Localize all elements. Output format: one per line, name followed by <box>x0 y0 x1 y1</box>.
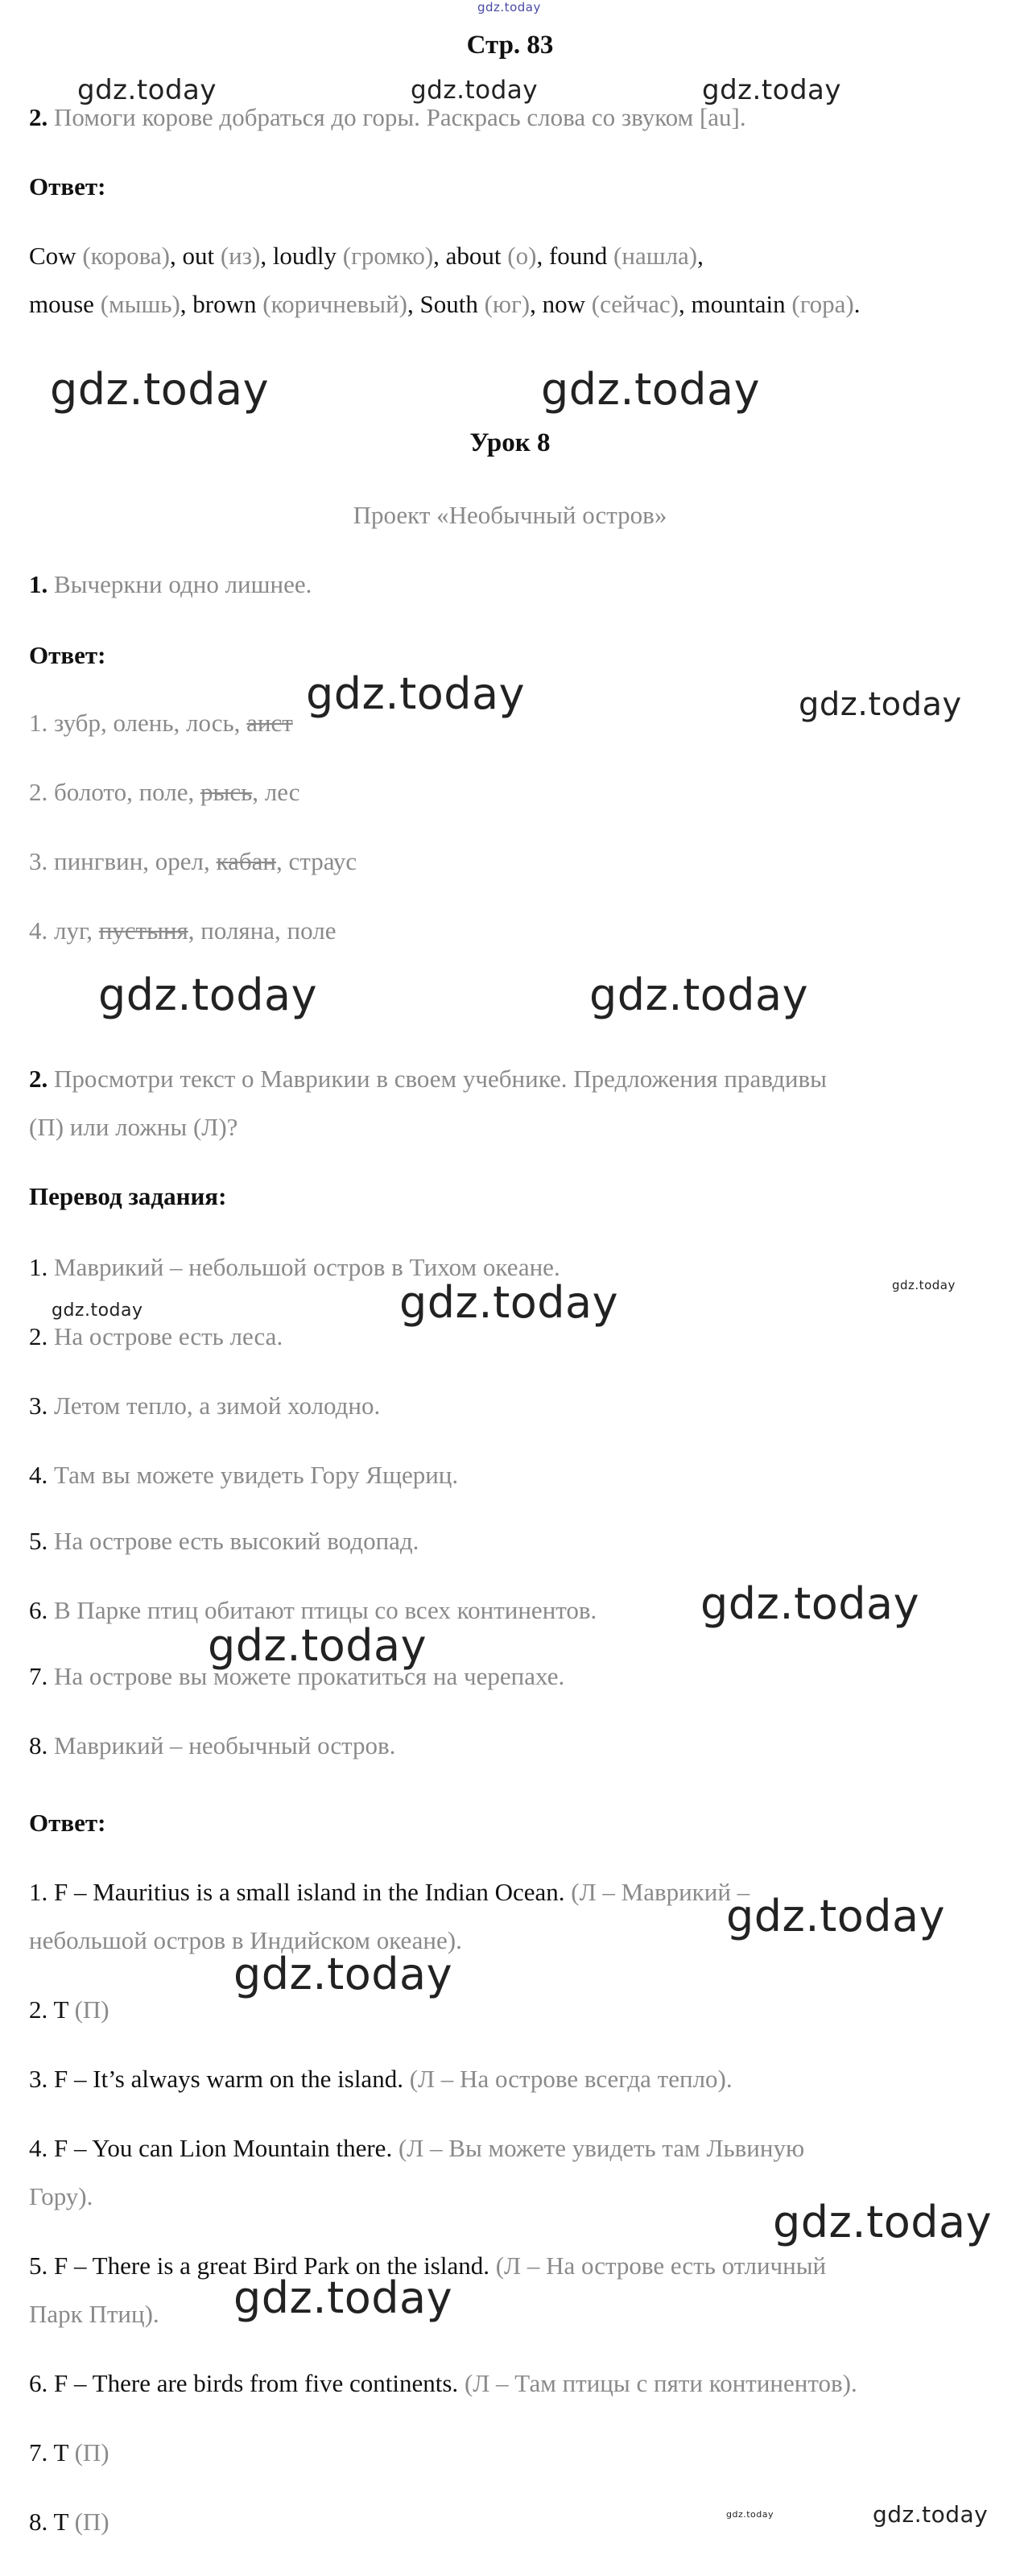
watermark: gdz.today <box>873 2501 989 2528</box>
item-text: Маврикий – необычный остров. <box>54 1731 396 1759</box>
answer-english: T <box>53 1995 68 2024</box>
russian-translation: (из) <box>220 242 261 270</box>
watermark: gdz.today <box>892 1278 956 1292</box>
project-title: Проект «Необычный остров» <box>353 501 667 529</box>
word-pair <box>419 290 535 318</box>
translation-item <box>29 1461 458 1490</box>
answer-number: 4. <box>29 2134 54 2162</box>
item-text: Летом тепло, а зимой холодно. <box>54 1391 381 1420</box>
word-pair <box>543 290 685 318</box>
watermark: gdz.today <box>702 74 841 106</box>
watermark: gdz.today <box>50 364 270 415</box>
russian-translation: (коричневый) <box>262 290 407 318</box>
line-number: 3. <box>29 847 54 875</box>
struck-word: пустыня <box>98 916 188 945</box>
line-number: 4. <box>29 916 54 945</box>
translation-label: Перевод задания: <box>29 1182 227 1210</box>
task-2-line-2: (П) или ложны (Л)? <box>29 1113 238 1141</box>
english-word: mountain <box>691 290 786 318</box>
line-after: , лес <box>252 778 300 806</box>
item-text: На острове есть высокий водопад. <box>54 1527 419 1555</box>
lesson-title: Урок 8 <box>469 428 551 457</box>
watermark: gdz.today <box>773 2197 993 2247</box>
separator: , <box>536 242 543 270</box>
task-number: 1. <box>29 570 48 598</box>
answer-russian: (П) <box>74 1995 109 2024</box>
line-number: 2. <box>29 778 54 806</box>
watermark: gdz.today <box>399 1277 619 1328</box>
word-pair <box>692 290 861 318</box>
russian-translation: (мышь) <box>100 290 180 318</box>
answer-number: 6. <box>29 2369 54 2397</box>
russian-translation: (нашла) <box>613 242 698 270</box>
item-text: На острове есть леса. <box>54 1322 283 1350</box>
answer-russian: (Л – На острове всегда тепло). <box>409 2065 733 2093</box>
russian-translation: (громко) <box>342 242 434 270</box>
answer-russian: (П) <box>74 2438 109 2466</box>
watermark: gdz.today <box>799 686 962 723</box>
answer-russian: (Л – Вы можете увидеть там Львиную <box>398 2134 805 2162</box>
answer-label: Ответ: <box>29 641 106 669</box>
odd-word-line <box>29 847 357 876</box>
separator: , <box>679 290 685 318</box>
watermark: gdz.today <box>306 668 526 719</box>
watermark: gdz.today <box>541 364 761 415</box>
watermark: gdz.today <box>700 1578 920 1629</box>
odd-word-line <box>29 709 293 738</box>
struck-word: аист <box>246 709 293 737</box>
separator: , <box>169 242 176 270</box>
english-word: now <box>542 290 586 318</box>
struck-word: рысь <box>200 778 253 806</box>
answer-english: F – Mauritius is a small island in the Indian Ocean. <box>54 1878 565 1906</box>
task-number: 2. <box>29 1065 48 1093</box>
answer-item <box>29 2438 109 2467</box>
translation-item <box>29 1731 395 1760</box>
russian-translation: (корова) <box>82 242 170 270</box>
english-word: about <box>445 242 502 270</box>
answer-russian: (Л – Маврикий – <box>571 1878 750 1906</box>
word-pair <box>446 242 543 270</box>
answer-label: Ответ: <box>29 1809 106 1837</box>
russian-translation: (о) <box>507 242 537 270</box>
russian-translation: (сейчас) <box>591 290 679 318</box>
answer-english: F – There is a great Bird Park on the island. <box>54 2251 489 2280</box>
answer-russian-cont: Парк Птиц). <box>29 2300 159 2328</box>
english-word: loudly <box>272 242 337 270</box>
answer-russian-cont: Гору). <box>29 2182 93 2210</box>
task-2-top <box>29 103 746 132</box>
task-number: 2. <box>29 103 48 131</box>
task-text: Помоги корове добраться до горы. Раскрась слова со звуком [au]. <box>54 103 746 131</box>
line-after: , поляна, поле <box>188 916 337 945</box>
answer-item <box>29 2134 804 2163</box>
cow-words-line-2 <box>29 290 860 319</box>
answer-item <box>29 2369 857 2398</box>
line-before: луг, <box>54 916 99 945</box>
watermark: gdz.today <box>233 1949 453 1999</box>
item-text: В Парке птиц обитают птицы со всех континентов. <box>54 1596 597 1624</box>
translation-item <box>29 1391 380 1420</box>
answer-number: 7. <box>29 2438 54 2466</box>
english-word: South <box>419 290 478 318</box>
answer-english: T <box>53 2438 68 2466</box>
separator: . <box>853 290 861 318</box>
line-before: болото, поле, <box>54 778 200 806</box>
item-text: Там вы можете увидеть Гору Ящериц. <box>54 1461 459 1489</box>
english-word: found <box>548 242 608 270</box>
english-word: mouse <box>29 290 94 318</box>
task-text: Просмотри текст о Маврикии в своем учебнике. Предложения правдивы <box>54 1065 827 1093</box>
watermark: gdz.today <box>208 1620 427 1671</box>
english-word: Cow <box>29 242 76 270</box>
watermark: gdz.today <box>726 1891 946 1941</box>
word-pair <box>182 242 266 270</box>
item-number: 7. <box>29 1662 54 1690</box>
item-number: 6. <box>29 1596 54 1624</box>
item-number: 2. <box>29 1322 54 1350</box>
line-before: зубр, олень, лось, <box>54 709 247 737</box>
watermark: gdz.today <box>52 1300 143 1321</box>
answer-number: 1. <box>29 1878 54 1906</box>
item-text: Маврикий – небольшой остров в Тихом океане. <box>54 1253 560 1281</box>
word-pair <box>549 242 704 270</box>
answer-label: Ответ: <box>29 172 106 201</box>
item-number: 4. <box>29 1461 54 1489</box>
english-word: out <box>182 242 215 270</box>
separator: , <box>260 242 267 270</box>
answer-number: 2. <box>29 1995 54 2024</box>
answer-russian: (П) <box>74 2508 109 2536</box>
watermark: gdz.today <box>77 74 217 106</box>
russian-translation: (гора) <box>791 290 854 318</box>
translation-item <box>29 1322 283 1351</box>
english-word: brown <box>192 290 257 318</box>
cow-words-line-1 <box>29 242 704 271</box>
item-number: 3. <box>29 1391 54 1420</box>
watermark-top: gdz.today <box>477 0 541 14</box>
struck-word: кабан <box>216 847 277 875</box>
answer-number: 8. <box>29 2508 54 2536</box>
answer-russian: (Л – Там птицы с пяти континентов). <box>464 2369 857 2397</box>
answer-number: 5. <box>29 2251 54 2280</box>
watermark: gdz.today <box>98 970 318 1020</box>
answer-number: 3. <box>29 2065 54 2093</box>
line-number: 1. <box>29 709 54 737</box>
word-pair <box>29 242 176 270</box>
item-number: 8. <box>29 1731 54 1759</box>
item-text: На острове вы можете прокатиться на черепахе. <box>54 1662 565 1690</box>
watermark: gdz.today <box>726 2509 774 2520</box>
watermark: gdz.today <box>411 76 539 105</box>
line-after: , страус <box>276 847 357 875</box>
odd-word-line <box>29 778 299 807</box>
separator: , <box>433 242 440 270</box>
word-pair <box>273 242 440 270</box>
answer-english: F – You can Lion Mountain there. <box>54 2134 393 2162</box>
separator: , <box>180 290 187 318</box>
word-pair <box>29 290 187 318</box>
translation-item <box>29 1527 419 1556</box>
odd-word-line <box>29 916 336 945</box>
separator: , <box>530 290 536 318</box>
task-2 <box>29 1065 827 1094</box>
watermark: gdz.today <box>589 970 809 1020</box>
separator: , <box>697 242 704 270</box>
task-1 <box>29 570 312 599</box>
item-number: 5. <box>29 1527 54 1555</box>
answer-english: F – There are birds from five continents. <box>54 2369 459 2397</box>
item-number: 1. <box>29 1253 54 1281</box>
watermark: gdz.today <box>233 2272 453 2323</box>
word-pair <box>192 290 413 318</box>
line-before: пингвин, орел, <box>54 847 217 875</box>
task-text: Вычеркни одно лишнее. <box>54 570 312 598</box>
answer-russian: (Л – На острове есть отличный <box>495 2251 827 2280</box>
separator: , <box>407 290 414 318</box>
page-heading: Стр. 83 <box>466 31 554 60</box>
answer-english: T <box>53 2508 68 2536</box>
answer-item <box>29 1878 750 1907</box>
answer-item <box>29 1995 109 2024</box>
answer-russian-cont: небольшой остров в Индийском океане). <box>29 1926 462 1954</box>
answer-item <box>29 2508 109 2537</box>
answer-english: F – It’s always warm on the island. <box>54 2065 403 2093</box>
russian-translation: (юг) <box>484 290 531 318</box>
answer-item <box>29 2065 733 2094</box>
